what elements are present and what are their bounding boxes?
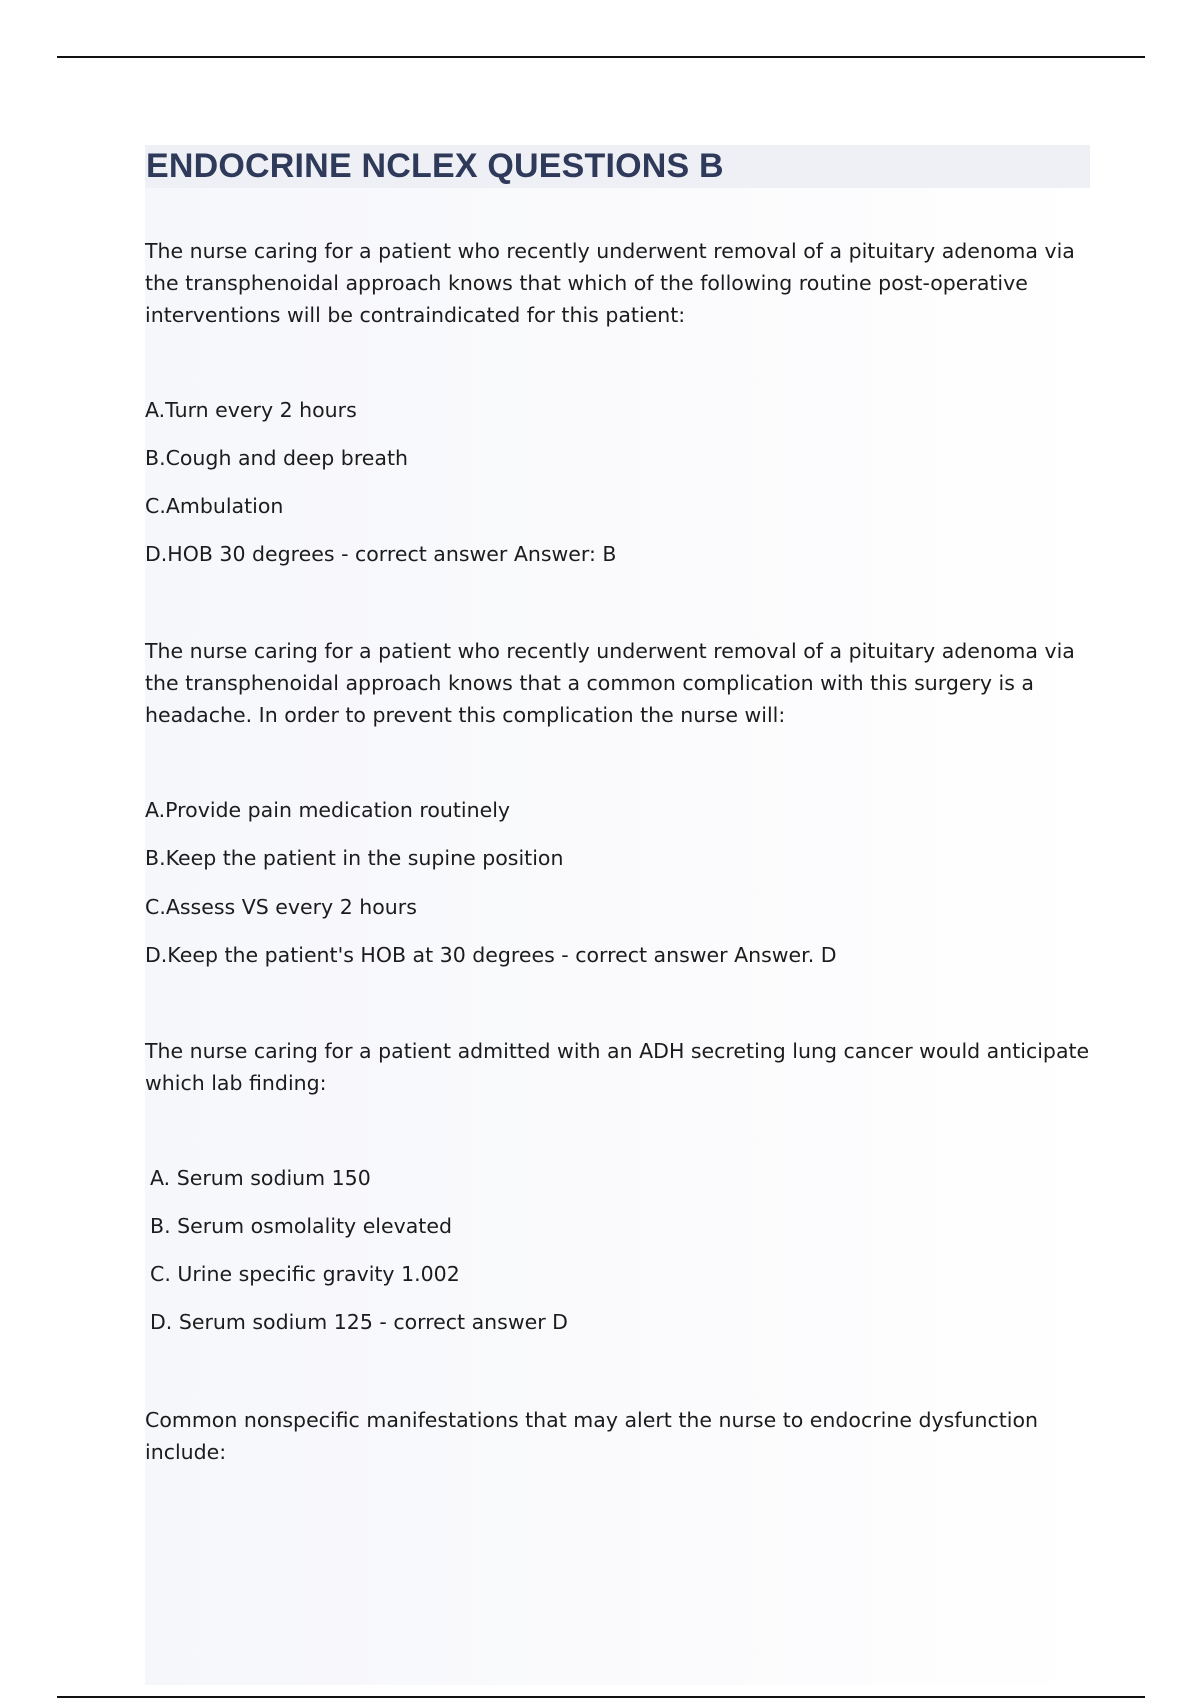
question-3-option-d: D. Serum sodium 125 - correct answer D xyxy=(150,1310,568,1334)
question-3-option-a: A. Serum sodium 150 xyxy=(150,1166,371,1190)
question-2-option-d: D.Keep the patient's HOB at 30 degrees - correct answer Answer. D xyxy=(145,943,837,967)
question-2-option-b: B.Keep the patient in the supine position xyxy=(145,846,564,870)
question-2-stem: The nurse caring for a patient who recently underwent removal of a pituitary adenoma via the transphenoidal approach knows that a common complication with this surgery is a headache. In order to prevent this complication the nurse will: xyxy=(145,639,1075,727)
question-1-option-b: B.Cough and deep breath xyxy=(145,446,408,470)
question-1-option-a: A.Turn every 2 hours xyxy=(145,398,357,422)
question-2-option-a: A.Provide pain medication routinely xyxy=(145,798,511,822)
question-3-option-c: C. Urine specific gravity 1.002 xyxy=(150,1262,460,1286)
question-1-option-c: C.Ambulation xyxy=(145,494,284,518)
question-4-stem: Common nonspecific manifestations that may alert the nurse to endocrine dysfunction include: xyxy=(145,1408,1039,1464)
question-1-option-d: D.HOB 30 degrees - correct answer Answer: B xyxy=(145,542,617,566)
question-3-option-b: B. Serum osmolality elevated xyxy=(150,1214,452,1238)
question-1-stem: The nurse caring for a patient who recently underwent removal of a pituitary adenoma via the transphenoidal approach knows that which of the following routine post-operative interventions will be contraindicated for this patient: xyxy=(145,239,1075,327)
question-2-option-c: C.Assess VS every 2 hours xyxy=(145,895,417,919)
question-3-stem: The nurse caring for a patient admitted with an ADH secreting lung cancer would anticipate which lab finding: xyxy=(145,1039,1090,1095)
page-top-rule xyxy=(57,56,1145,58)
page-bottom-rule xyxy=(57,1696,1145,1698)
document-title: ENDOCRINE NCLEX QUESTIONS B xyxy=(146,147,724,185)
